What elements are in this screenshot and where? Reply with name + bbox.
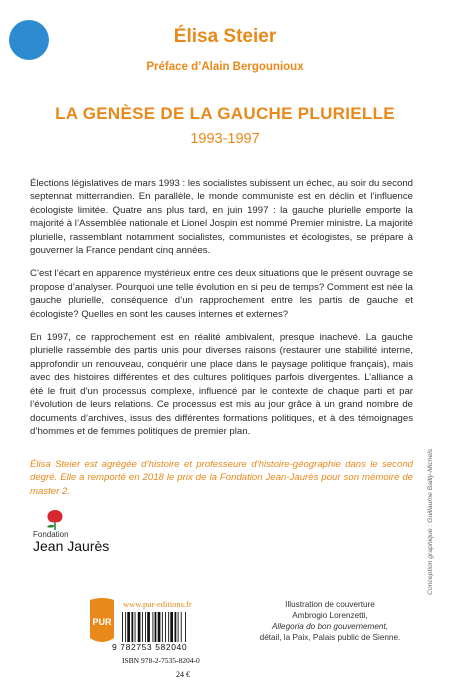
barcode-bar — [131, 612, 133, 642]
barcode-bar — [185, 612, 186, 642]
barcode-bar — [125, 612, 126, 642]
cover-credit-line: Illustration de couverture — [285, 600, 375, 609]
pur-logo — [90, 596, 114, 646]
barcode-bar — [122, 612, 123, 642]
jean-jaures-label: Jean Jaurès — [33, 538, 110, 554]
cover-illustration-credit — [255, 599, 405, 643]
barcode-bar — [152, 612, 153, 642]
barcode-bar — [175, 612, 177, 642]
isbn-text: ISBN 978-2-7535-8204-0 — [122, 656, 200, 665]
barcode-bar — [170, 612, 173, 642]
preface-credit: Préface d’Alain Bergounioux — [146, 61, 304, 73]
body-paragraph: C’est l’écart en apparence mystérieux entre ces deux situations que le présent ouvrage se propose d’analyser. Pourquoi une telle évolution en si peu de temps? Comment est née la gauche plurielle, conséquence d’un rapprochement entre les partis de gauche et écologiste? Quelles en sont les causes internes et externes? — [30, 268, 413, 320]
cover-credit-line: Ambrogio Lorenzetti, — [292, 611, 368, 620]
barcode-bar — [178, 612, 179, 642]
back-cover-text — [30, 177, 413, 448]
pur-logo-text: PUR — [92, 617, 112, 627]
barcode-bar — [127, 612, 130, 642]
fondation-label: Fondation — [33, 530, 69, 539]
barcode-bar — [142, 612, 143, 642]
body-paragraph: Élections législatives de mars 1993 : les socialistes subissent un échec, au soir du second septennat mitterrandien. En parallèle, le monde communiste est en déclin et l’influence écologiste limitée. Quatre ans plus tard, en juin 1997 : la gauche plurielle emporte la majorité à l’Assemblée nationale et Lionel Jospin est nommé Premier ministre. La majorité plurielle, rassemblant notamment socialistes, communistes et écologistes, se prépare à gouverner la France pendant cinq années. — [30, 178, 413, 257]
book-title: LA GENÈSE DE LA GAUCHE PLURIELLE — [55, 104, 395, 123]
isbn-digits: 9 782753 582040 — [112, 642, 188, 652]
barcode-bar — [158, 612, 161, 642]
author-bio: Élisa Steier est agrégée d’histoire et professeure d’histoire-géographie dans le second degré. Elle a remporté en 2018 le prix de la Fondation Jean-Jaurès pour son mémoire de master 2. — [30, 459, 413, 497]
body-paragraph: En 1997, ce rapprochement est en réalité ambivalent, presque inachevé. La gauche plurielle rassemble des partis unis pour diverses raisons (restaurer une stabilité interne, approfondir un renouveau, conquérir une place dans le paysage politique français), mais avec des histoires différentes et des cultures politiques parfois divergentes. L’alliance a été le fruit d’un processus complexe, influencé par le contexte de chaque parti et par l’évolution de leurs relations. Ce processus est mis au jour grâce à un grand nombre de documents d’archives, issus des différentes formations politiques, et à des témoignages d’hommes et de femmes politiques de premier plan. — [30, 332, 413, 437]
barcode-bar — [181, 612, 182, 642]
isbn-barcode — [121, 612, 207, 642]
barcode-bar — [162, 612, 163, 642]
fondation-jean-jaures-logo — [33, 508, 133, 558]
graphic-design-credit: Conception graphique : Guillaume Bailly-Michels — [427, 448, 434, 595]
book-years: 1993-1997 — [190, 131, 260, 147]
barcode-bar — [145, 612, 146, 642]
barcode-bar — [165, 612, 166, 642]
barcode-bar — [155, 612, 157, 642]
cover-credit-line: détail, la Paix, Palais public de Sienne. — [259, 633, 401, 642]
barcode-bar — [147, 612, 150, 642]
barcode-bar — [138, 612, 141, 642]
barcode-bar — [168, 612, 169, 642]
cover-credit-line: Allegoria do bon gouvernement, — [271, 622, 389, 631]
barcode-bar — [135, 612, 136, 642]
price: 24 € — [176, 670, 190, 679]
publisher-url: www.pur-editions.fr — [123, 599, 192, 609]
author-name: Élisa Steier — [173, 26, 277, 47]
fondation-rose-icon — [42, 508, 68, 532]
